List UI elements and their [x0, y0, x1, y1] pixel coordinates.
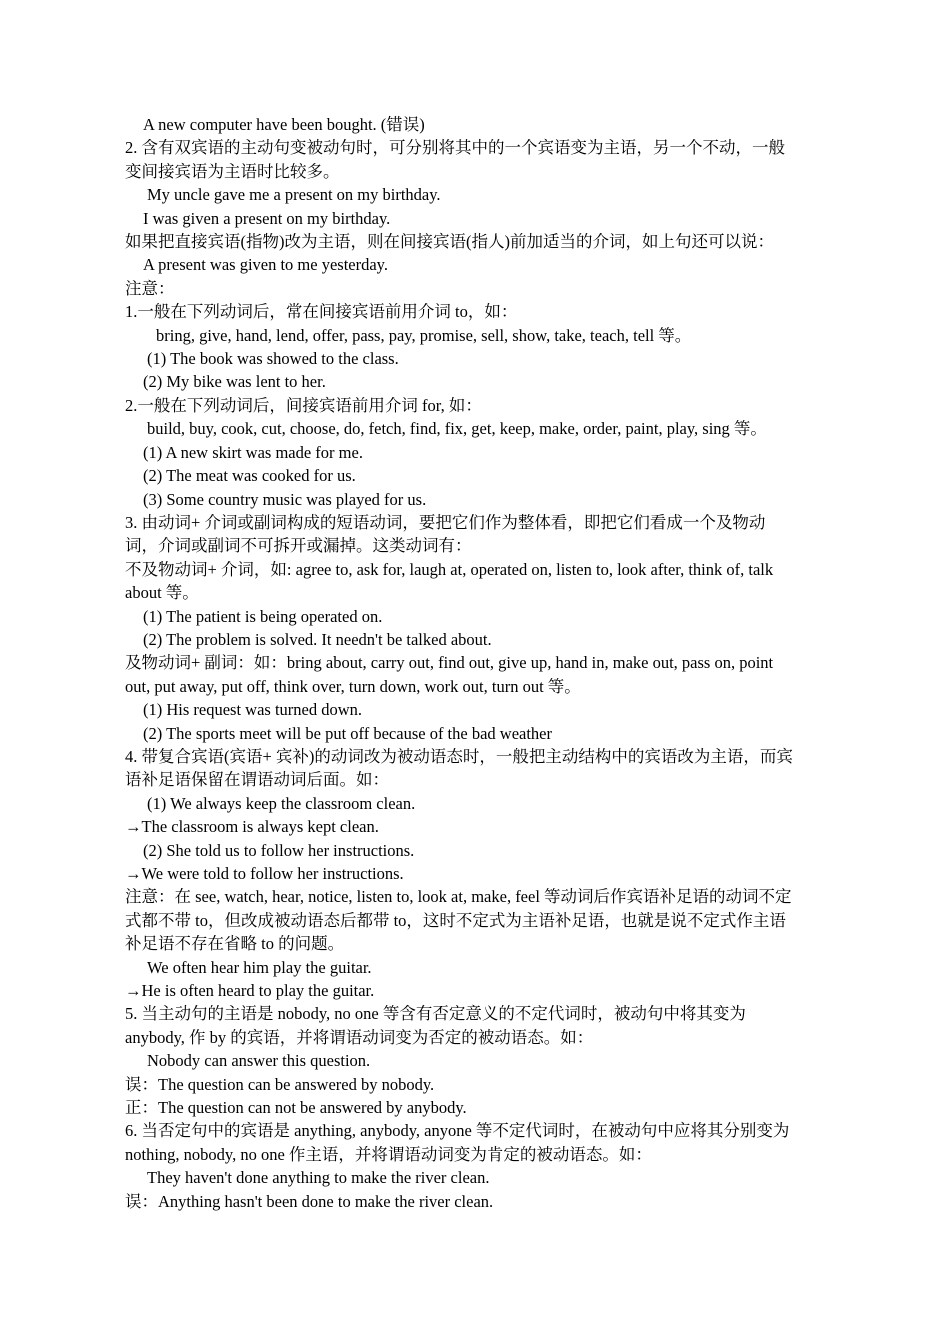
text-line: (1) His request was turned down. — [143, 700, 363, 720]
text-line: 词，介词或副词不可拆开或漏掉。这类动词有： — [125, 536, 472, 556]
text-line: (2) The sports meet will be put off because of the bad weather — [143, 723, 553, 743]
text-line: (1) The book was showed to the class. — [147, 349, 399, 369]
text-line: (2) The meat was cooked for us. — [143, 466, 356, 486]
text-line: about 等。 — [125, 583, 199, 603]
text-line: 1.一般在下列动词后，常在间接宾语前用介词 to，如： — [125, 302, 518, 322]
text-line: A present was given to me yesterday. — [143, 255, 388, 275]
text-line: We often hear him play the guitar. — [147, 957, 372, 977]
text-line: 误：The question can be answered by nobody. — [125, 1074, 435, 1094]
text-line: nothing, nobody, no one 作主语，并将谓语动词变为肯定的被动语态。如： — [125, 1144, 652, 1164]
text-line: out, put away, put off, think over, turn down, work out, turn out 等。 — [125, 676, 581, 696]
text-line: (2) She told us to follow her instructions. — [143, 840, 415, 860]
text-line: (3) Some country music was played for us. — [143, 489, 427, 509]
text-line: (1) The patient is being operated on. — [143, 606, 383, 626]
text-line: 及物动词+ 副词：如：bring about, carry out, find out, give up, hand in, make out, pass on, point — [125, 653, 774, 673]
text-line: 6. 当否定句中的宾语是 anything, anybody, anyone 等不定代词时，在被动句中应将其分别变为 — [125, 1121, 790, 1141]
text-line: build, buy, cook, cut, choose, do, fetch, find, fix, get, keep, make, order, paint, play, sing 等。 — [147, 419, 767, 439]
text-line: A new computer have been bought. (错误) — [143, 115, 425, 134]
text-line: 注意： — [125, 278, 175, 298]
text-line: 补足语不存在省略 to 的问题。 — [125, 934, 345, 954]
text-line: Nobody can answer this question. — [147, 1051, 371, 1071]
text-line: 注意：在 see, watch, hear, notice, listen to, look at, make, feel 等动词后作宾语补足语的动词不定 — [125, 887, 792, 907]
text-line: My uncle gave me a present on my birthday. — [147, 185, 441, 205]
text-line: 如果把直接宾语(指物)改为主语，则在间接宾语(指人)前加适当的介词，如上句还可以说： — [125, 232, 774, 252]
text-line: 2.一般在下列动词后，间接宾语前用介词 for, 如： — [125, 395, 482, 415]
text-line: anybody, 作 by 的宾语，并将谓语动词变为否定的被动语态。如： — [125, 1027, 594, 1047]
text-line: 5. 当主动句的主语是 nobody, no one 等含有否定意义的不定代词时，被动句中将其变为 — [125, 1004, 746, 1024]
text-line: They haven't done anything to make the river clean. — [147, 1168, 490, 1188]
text-line: I was given a present on my birthday. — [143, 208, 391, 228]
text-line: 4. 带复合宾语(宾语+ 宾补)的动词改为被动语态时，一般把主动结构中的宾语改为主语，而宾 — [125, 746, 793, 766]
document-body — [125, 113, 840, 1213]
text-line: 变间接宾语为主语时比较多。 — [125, 161, 340, 181]
text-line: (1) A new skirt was made for me. — [143, 442, 363, 462]
text-line: 误：Anything hasn't been done to make the river clean. — [125, 1191, 494, 1211]
text-line: (2) My bike was lent to her. — [143, 372, 326, 392]
text-line: bring, give, hand, lend, offer, pass, pay, promise, sell, show, take, teach, tell 等。 — [156, 325, 692, 345]
text-line: 语补足语保留在谓语动词后面。如： — [125, 770, 389, 790]
text-line: 3. 由动词+ 介词或副词构成的短语动词，要把它们作为整体看，即把它们看成一个及物动 — [125, 512, 766, 532]
text-line: (1) We always keep the classroom clean. — [147, 793, 416, 813]
text-line: 不及物动词+ 介词，如: agree to, ask for, laugh at, operated on, listen to, look after, think of, talk — [125, 559, 774, 579]
text-line: (2) The problem is solved. It needn't be talked about. — [143, 629, 492, 649]
text-line: 2. 含有双宾语的主动句变被动句时，可分别将其中的一个宾语变为主语，另一个不动，一般 — [125, 138, 785, 158]
text-line: →We were told to follow her instructions. — [125, 864, 404, 883]
text-line: →The classroom is always kept clean. — [125, 817, 379, 837]
text-line: 式都不带 to，但改成被动语态后都带 to，这时不定式为主语补足语，也就是说不定式作主语 — [125, 910, 786, 930]
text-line: →He is often heard to play the guitar. — [125, 981, 375, 1001]
text-line: 正：The question can not be answered by anybody. — [125, 1098, 467, 1118]
